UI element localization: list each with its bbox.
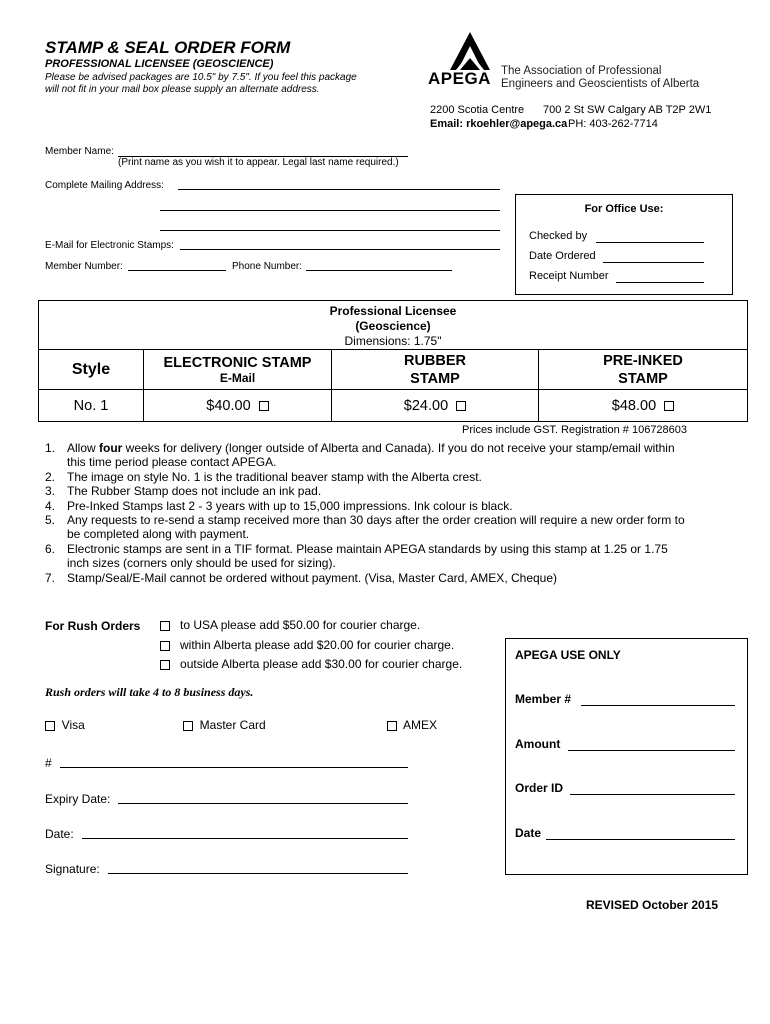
style-header [39,350,144,390]
mailing-address-field-3[interactable] [160,230,500,231]
visa-label: Visa [61,718,85,732]
apega-use-box [505,638,748,875]
mailing-address-field-1[interactable] [178,189,500,190]
preinked-header-line1: PRE-INKED [603,352,683,369]
note-item: 1. Allow four weeks for delivery (longer outside of Alberta and Canada). If you do not receive your stamp/email within this time period please contact APEGA. [45,441,675,470]
date-label: Date: [45,827,74,841]
mailing-address-label: Complete Mailing Address: [45,180,164,191]
rush-note: Rush orders will take 4 to 8 business days. [45,685,254,699]
pricing-table [38,300,748,422]
rush-alberta-label: within Alberta please add $20.00 for courier charge. [180,638,455,652]
visa-checkbox[interactable] [45,721,55,731]
rush-outside-checkbox[interactable] [160,660,170,670]
office-use-box [515,194,733,295]
phone-number-field[interactable] [306,270,452,271]
amex-checkbox[interactable] [387,721,397,731]
date-field[interactable] [82,838,408,839]
note-item: 6. Electronic stamps are sent in a TIF format. Please maintain APEGA standards by using this stamp at 1.25 or 1.75 inch sizes (corners only should be used for sizing). [45,541,668,571]
rush-orders-label: For Rush Orders [45,619,141,633]
electronic-checkbox[interactable] [259,401,269,411]
office-use-title: For Office Use: [584,203,664,215]
package-note [45,72,375,96]
rubber-price-cell[interactable] [332,390,539,422]
rush-usa-option[interactable] [160,618,420,632]
receipt-number-label: Receipt Number [529,270,609,282]
electronic-header-label: ELECTRONIC STAMP [163,354,312,371]
note-item: 3. The Rubber Stamp does not include an ink pad. [45,484,322,499]
card-number-label: # [45,756,52,770]
apega-date-field[interactable] [546,839,735,840]
address-line1: 2200 Scotia Centre [430,104,525,116]
notes-list [45,441,725,585]
contact-phone: PH: 403-262-7714 [568,118,658,130]
row-style-label: No. 1 [73,397,109,414]
electronic-header [144,350,332,390]
card-number-field[interactable] [60,767,408,768]
member-number-field[interactable] [128,270,226,271]
visa-option[interactable] [45,718,85,732]
mailing-address-field-2[interactable] [160,210,500,211]
rubber-price: $24.00 [403,397,449,414]
note-item: 7. Stamp/Seal/E-Mail cannot be ordered without payment. (Visa, Master Card, AMEX, Cheque) [45,570,558,585]
mastercard-checkbox[interactable] [183,721,193,731]
signature-label: Signature: [45,862,100,876]
logo-line2: Engineers and Geoscientists of Alberta [501,78,700,90]
email-stamps-field[interactable] [180,249,500,250]
rush-usa-checkbox[interactable] [160,621,170,631]
package-note-line1: Please be advised packages are 10.5" by 7.5". If you feel this package [45,72,357,83]
form-subtitle: PROFESSIONAL LICENSEE (GEOSCIENCE) [45,58,274,70]
rubber-checkbox[interactable] [456,401,466,411]
rush-alberta-checkbox[interactable] [160,641,170,651]
logo-line1: The Association of Professional [501,65,662,77]
email-stamps-label: E-Mail for Electronic Stamps: [45,240,174,251]
pricing-heading-line2: (Geoscience) [355,319,431,333]
expiry-field[interactable] [118,803,408,804]
note-item: 2. The image on style No. 1 is the traditional beaver stamp with the Alberta crest. [45,469,482,484]
date-ordered-label: Date Ordered [529,250,596,262]
signature-field[interactable] [108,873,408,874]
package-note-line2: will not fit in your mail box please supply an alternate address. [45,84,320,95]
note-item: 5. Any requests to re-send a stamp received more than 30 days after the order creation will require a new order form to be completed along with payment. [45,513,685,542]
rush-outside-option[interactable] [160,657,462,671]
form-title: STAMP & SEAL ORDER FORM [45,38,291,57]
rush-usa-label: to USA please add $50.00 for courier charge. [180,618,421,632]
member-name-label: Member Name: [45,146,114,157]
checked-by-field[interactable] [596,242,704,243]
apega-date-label: Date [515,826,542,840]
phone-number-label: Phone Number: [232,261,303,272]
member-name-hint: (Print name as you wish it to appear. Legal last name required.) [118,157,399,168]
electronic-price-cell[interactable] [144,390,332,422]
checked-by-label: Checked by [529,230,588,242]
apega-member-field[interactable] [581,705,735,706]
date-ordered-field[interactable] [603,262,704,263]
amex-label: AMEX [403,718,438,732]
electronic-header-sub: E-Mail [219,370,256,385]
expiry-label: Expiry Date: [45,792,111,806]
apega-logo [428,32,698,92]
pricing-heading-line1: Professional Licensee [329,304,457,318]
pricing-heading [39,301,748,350]
rush-outside-label: outside Alberta please add $30.00 for courier charge. [180,657,463,671]
pricing-heading-line3: Dimensions: 1.75" [344,334,442,348]
apega-use-title: APEGA USE ONLY [515,648,621,662]
apega-wordmark: APEGA [428,69,491,88]
preinked-price-cell[interactable] [539,390,748,422]
style-header-label: Style [71,360,111,378]
apega-amount-field[interactable] [568,750,735,751]
mastercard-option[interactable] [183,718,266,732]
preinked-checkbox[interactable] [664,401,674,411]
apega-order-id-label: Order ID [515,781,564,795]
rubber-header-line1: RUBBER [403,352,467,369]
apega-amount-label: Amount [515,737,561,751]
note-item: 4. Pre-Inked Stamps last 2 - 3 years with up to 15,000 impressions. Ink colour is black. [45,498,513,513]
preinked-header-line2: STAMP [618,370,668,387]
contact-email: Email: rkoehler@apega.ca [430,118,568,130]
revised-date: REVISED October 2015 [586,898,719,912]
apega-member-label: Member # [515,692,572,706]
gst-note: Prices include GST. Registration # 106728603 [462,424,688,436]
row-style-no1 [39,390,144,422]
rush-alberta-option[interactable] [160,638,454,652]
mastercard-label: Master Card [199,718,266,732]
apega-order-id-field[interactable] [570,794,735,795]
preinked-header [539,350,748,390]
preinked-price: $48.00 [611,397,657,414]
member-number-label: Member Number: [45,261,123,272]
address-line2: 700 2 St SW Calgary AB T2P 2W1 [543,104,712,116]
electronic-price: $40.00 [206,397,251,414]
receipt-number-field[interactable] [616,282,704,283]
apega-logo-mark [434,32,500,70]
rubber-header-line2: STAMP [410,370,460,387]
amex-option[interactable] [387,718,437,732]
rubber-header [332,350,539,390]
